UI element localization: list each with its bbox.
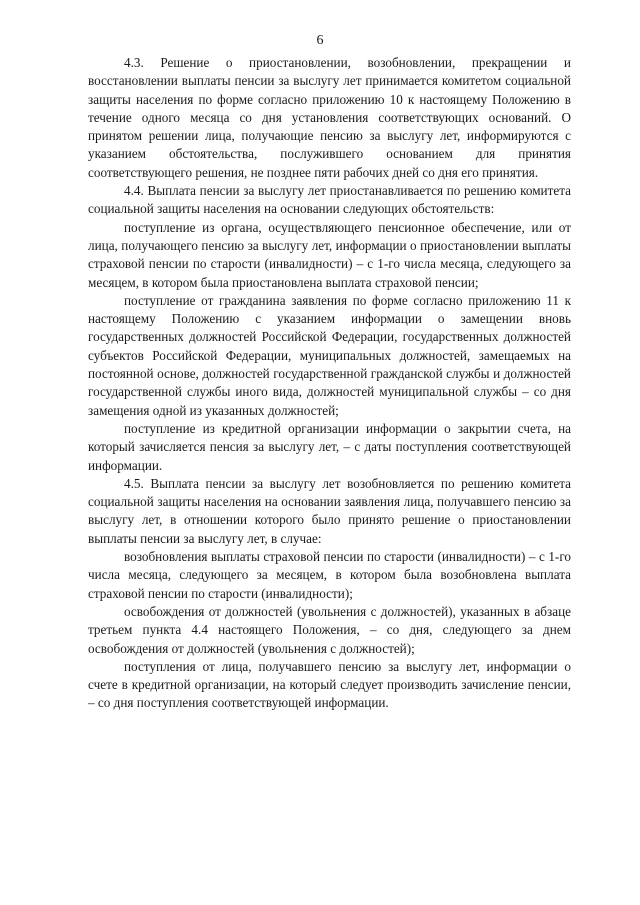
paragraph-4-5-item: поступления от лица, получавшего пенсию за выслугу лет, информации о счете в кредитной организации, на который следует производить зачисление пенсии, – со дня поступления соответствующей информации. bbox=[88, 658, 571, 711]
document-body bbox=[88, 54, 571, 713]
paragraph-4-5-item: возобновления выплаты страховой пенсии по старости (инвалидности) – с 1-го числа месяца, следующего за месяцем, в котором была возобновлена выплата страховой пенсии по старости (инвалидности); bbox=[88, 549, 571, 601]
page-number: 6 bbox=[316, 33, 324, 48]
paragraph-4-5-item: освобождения от должностей (увольнения с должностей), указанных в абзаце третьем пункта 4.4 настоящего Положения, – со дня, следующего за днем освобождения от должностей (увольнения с должностей); bbox=[88, 603, 571, 656]
paragraph-4-4-item: поступление из кредитной организации информации о закрытии счета, на который зачисляется пенсия за выслугу лет, – с даты поступления соответствующей информации. bbox=[88, 420, 571, 473]
paragraph-4-5: 4.5. Выплата пенсии за выслугу лет возобновляется по решению комитета социальной защиты населения на основании заявления лица, получавшего пенсию за выслугу лет, в отношении которого было принято решение о приостановлении выплаты пенсии за выслугу лет, в случае: bbox=[88, 475, 571, 546]
paragraph-4-4-item: поступление от гражданина заявления по форме согласно приложению 11 к настоящему Положению с указанием информации о замещении вновь государственных должностей Российской Федерации, государственных должностей субъектов Российской Федерации, муниципальных должностей, замещаемых на постоянной основе, должностей государственной гражданской службы и должностей государственной службы иного вида, должностей муниципальной службы – со дня замещения одной из указанных должностей; bbox=[88, 292, 571, 418]
paragraph-4-4: 4.4. Выплата пенсии за выслугу лет приостанавливается по решению комитета социальной защиты населения на основании следующих обстоятельств: bbox=[88, 183, 571, 217]
paragraph-4-3: 4.3. Решение о приостановлении, возобновлении, прекращении и восстановлении выплаты пенсии за выслугу лет принимается комитетом социальной защиты населения по форме согласно приложению 10 к настоящему Положению в течение одного месяца со дня установления соответствующих оснований. О принятом решении лица, получающие пенсию за выслугу лет, информируются с указанием обстоятельства, послужившего основанием для принятия соответствующего решения, не позднее пяти рабочих дней со дня его принятия. bbox=[88, 55, 571, 180]
paragraph-4-4-item: поступление из органа, осуществляющего пенсионное обеспечение, или от лица, получающего пенсию за выслугу лет, информации о приостановлении выплаты страховой пенсии по старости (инвалидности) – с 1-го числа месяца, следующего за месяцем, в котором была приостановлена выплата страховой пенсии; bbox=[88, 219, 571, 290]
